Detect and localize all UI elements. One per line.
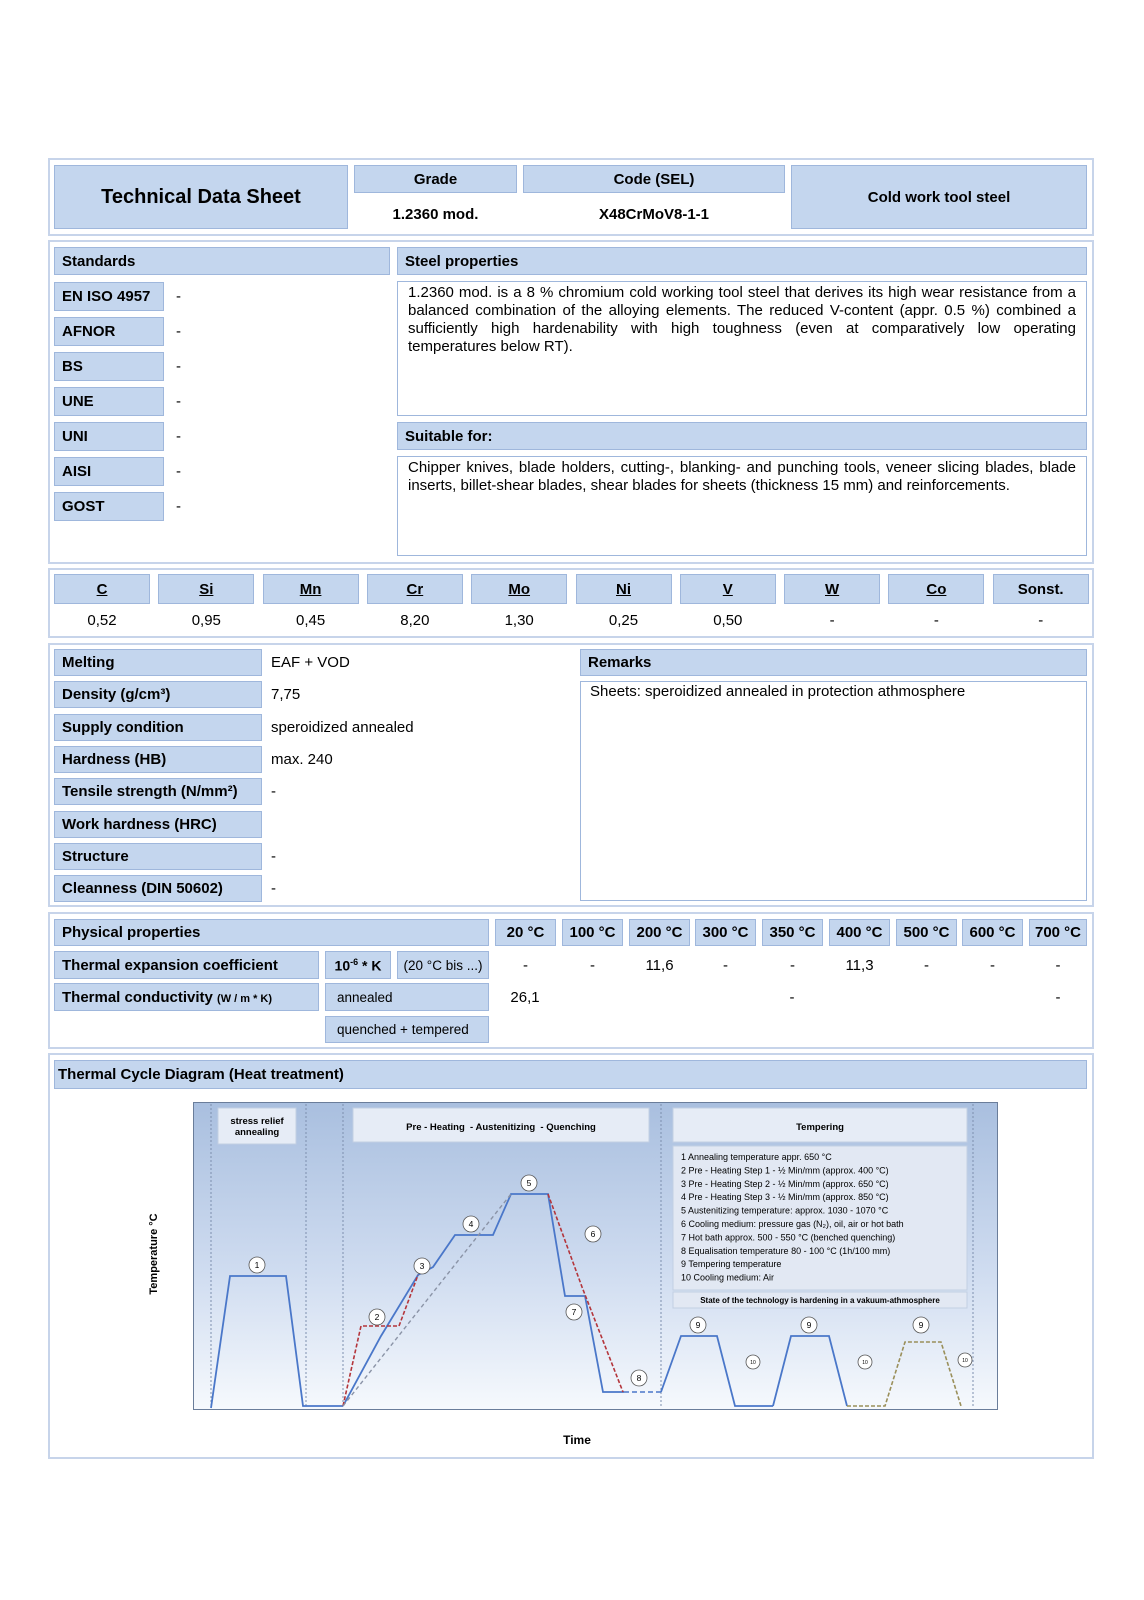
standard-name: AISI bbox=[62, 463, 92, 480]
step-marker-label: 9 bbox=[695, 1320, 701, 1330]
temperature-label: 400 °C bbox=[836, 924, 883, 941]
diagram-title: Thermal Cycle Diagram (Heat treatment) bbox=[58, 1066, 344, 1083]
suitable-header bbox=[397, 422, 1087, 450]
legend-line: 9 Tempering temperature bbox=[681, 1259, 782, 1270]
steel-properties-header bbox=[397, 247, 1087, 275]
expansion-value: 11,6 bbox=[645, 957, 674, 974]
expansion-value: - bbox=[924, 957, 929, 974]
remarks-header bbox=[580, 649, 1087, 676]
temperature-label: 200 °C bbox=[636, 924, 683, 941]
element-symbol: Co bbox=[926, 580, 947, 598]
standard-label-box bbox=[54, 317, 164, 346]
temperature-label: 20 °C bbox=[506, 924, 545, 941]
property-label-box bbox=[54, 746, 262, 773]
step-marker-label: 10 bbox=[750, 1360, 756, 1366]
legend-line: 3 Pre - Heating Step 2 - ½ Min/mm (approx. 650 °C) bbox=[681, 1178, 889, 1189]
stage3-label: Tempering bbox=[796, 1122, 844, 1133]
element-value: - bbox=[829, 612, 835, 629]
standard-value: - bbox=[176, 288, 181, 305]
property-label-box bbox=[54, 778, 262, 805]
standard-label-box bbox=[54, 387, 164, 416]
element-symbol: Mn bbox=[299, 580, 322, 598]
legend-line: 7 Hot bath approx. 500 - 550 °C (benched quenching) bbox=[681, 1232, 896, 1243]
element-symbol: Sonst. bbox=[1017, 580, 1064, 598]
element-header bbox=[680, 574, 776, 604]
property-value: EAF + VOD bbox=[271, 654, 350, 671]
property-value: speroidized annealed bbox=[271, 718, 414, 736]
remarks-box bbox=[580, 681, 1087, 901]
quenched-label: quenched + tempered bbox=[337, 1022, 469, 1037]
expansion-label-box bbox=[54, 951, 319, 979]
element-symbol: C bbox=[96, 580, 108, 598]
property-name: Structure bbox=[62, 847, 129, 865]
step-marker-label: 5 bbox=[526, 1178, 532, 1188]
expansion-ref: (20 °C bis ...) bbox=[403, 957, 483, 973]
category-box bbox=[791, 165, 1087, 229]
standard-label-box bbox=[54, 457, 164, 486]
property-value: - bbox=[271, 880, 276, 898]
step-marker-label: 2 bbox=[374, 1312, 380, 1322]
category-label: Cold work tool steel bbox=[867, 188, 1011, 206]
temperature-header bbox=[695, 919, 756, 946]
standard-label-box bbox=[54, 352, 164, 381]
temperature-header bbox=[896, 919, 957, 946]
legend-line: 8 Equalisation temperature 80 - 100 °C (1h/100 mm) bbox=[681, 1245, 891, 1256]
element-value: 0,45 bbox=[295, 612, 326, 629]
property-label-box bbox=[54, 649, 262, 676]
expansion-value: - bbox=[990, 957, 995, 974]
legend-line: 4 Pre - Heating Step 3 - ½ Min/mm (approx. 850 °C) bbox=[681, 1192, 889, 1203]
temperature-header bbox=[562, 919, 623, 946]
property-label-box bbox=[54, 875, 262, 902]
temperature-header bbox=[629, 919, 690, 946]
standard-label-box bbox=[54, 492, 164, 521]
physical-header bbox=[54, 919, 489, 946]
stage1-line1: stress relief bbox=[230, 1116, 284, 1127]
standard-name: GOST bbox=[62, 498, 105, 515]
standards-title: Standards bbox=[62, 252, 136, 270]
property-label-box bbox=[54, 811, 262, 838]
steel-properties-title: Steel properties bbox=[405, 252, 519, 270]
temperature-label: 350 °C bbox=[769, 924, 816, 941]
expansion-value: - bbox=[790, 957, 795, 974]
property-name: Supply condition bbox=[62, 718, 184, 736]
element-header bbox=[54, 574, 150, 604]
legend-line: 2 Pre - Heating Step 1 - ½ Min/mm (approx. 400 °C) bbox=[681, 1165, 889, 1176]
expansion-value: - bbox=[523, 957, 528, 974]
remarks-text: Sheets: speroidized annealed in protection athmosphere bbox=[590, 683, 966, 700]
property-value: - bbox=[271, 847, 276, 865]
expansion-value: 11,3 bbox=[845, 957, 874, 974]
temperature-label: 600 °C bbox=[969, 924, 1016, 941]
property-value: 7,75 bbox=[271, 686, 301, 704]
document-title-box bbox=[54, 165, 348, 229]
temperature-header bbox=[762, 919, 823, 946]
element-symbol: Ni bbox=[616, 580, 631, 598]
element-header bbox=[471, 574, 567, 604]
property-name: Cleanness (DIN 50602) bbox=[62, 880, 223, 898]
element-value: 0,52 bbox=[87, 612, 117, 629]
element-header bbox=[576, 574, 672, 604]
standard-label-box bbox=[54, 282, 164, 311]
quenched-label-box bbox=[325, 1016, 489, 1043]
element-symbol: W bbox=[825, 580, 840, 598]
steel-properties-text: 1.2360 mod. is a 8 % chromium cold working tool steel that derives its high wear resistance from a balanced combination of the alloying elements. The reduced V-content (appr. 0.5 %) combined a sufficiently high hardenability with high toughness (even at comparatively low operating temperatures below RT). bbox=[408, 284, 1076, 355]
step-marker-label: 1 bbox=[254, 1260, 260, 1270]
standard-name: AFNOR bbox=[62, 323, 116, 340]
element-symbol: Mo bbox=[508, 580, 531, 598]
standard-value: - bbox=[176, 463, 181, 480]
thermal-cycle-diagram bbox=[193, 1102, 998, 1410]
remarks-title: Remarks bbox=[588, 654, 652, 671]
code-label: Code (SEL) bbox=[613, 170, 695, 188]
element-header bbox=[993, 574, 1089, 604]
standard-value: - bbox=[176, 323, 181, 340]
element-value: 0,25 bbox=[608, 612, 639, 629]
element-value: 0,95 bbox=[191, 612, 221, 629]
conductivity-label: Thermal conductivity (W / m * K) bbox=[62, 988, 273, 1006]
expansion-value: - bbox=[723, 957, 728, 974]
property-label-box bbox=[54, 681, 262, 708]
temperature-header bbox=[962, 919, 1023, 946]
temperature-label: 300 °C bbox=[702, 924, 749, 941]
step-marker-label: 7 bbox=[571, 1307, 577, 1317]
stage1-line2: annealing bbox=[234, 1127, 280, 1138]
conductivity-20: 26,1 bbox=[510, 989, 540, 1006]
annealed-label: annealed bbox=[337, 989, 393, 1005]
element-header bbox=[263, 574, 359, 604]
element-value: 0,50 bbox=[713, 612, 743, 629]
expansion-value: - bbox=[1055, 957, 1061, 974]
expansion-label: Thermal expansion coefficient bbox=[62, 956, 278, 974]
annealed-label-box bbox=[325, 983, 489, 1011]
element-header bbox=[158, 574, 254, 604]
diagram-header bbox=[54, 1060, 1087, 1089]
standard-name: UNE bbox=[62, 393, 94, 410]
conductivity-label-box bbox=[54, 983, 319, 1011]
legend-line: 10 Cooling medium: Air bbox=[681, 1272, 775, 1283]
element-symbol: Si bbox=[199, 580, 214, 598]
standards-header bbox=[54, 247, 390, 275]
x-axis-label: Time bbox=[563, 1433, 591, 1447]
property-name: Density (g/cm³) bbox=[62, 686, 171, 704]
suitable-text: Chipper knives, blade holders, cutting-, blanking- and punching tools, veneer slicing blades, blade inserts, billet-shear blades, shear blades for sheets (thickness 15 mm) and reinforcements. bbox=[408, 459, 1076, 494]
suitable-title: Suitable for: bbox=[405, 427, 493, 445]
standard-name: UNI bbox=[62, 428, 88, 445]
expansion-value: - bbox=[590, 957, 595, 974]
legend-line: 1 Annealing temperature appr. 650 °C bbox=[681, 1152, 832, 1162]
standard-label-box bbox=[54, 422, 164, 451]
legend-line: 6 Cooling medium: pressure gas (N₂), oil, air or hot bath bbox=[681, 1219, 904, 1229]
element-symbol: Cr bbox=[406, 580, 424, 598]
code-label-box bbox=[523, 165, 785, 193]
step-marker-label: 9 bbox=[918, 1320, 924, 1330]
standard-value: - bbox=[176, 498, 181, 515]
element-value: - bbox=[933, 612, 939, 629]
element-value: - bbox=[1038, 612, 1044, 629]
element-value: 8,20 bbox=[400, 612, 430, 629]
step-marker-label: 8 bbox=[636, 1373, 642, 1383]
step-marker-label: 6 bbox=[590, 1229, 596, 1239]
step-marker-label: 10 bbox=[962, 1358, 968, 1364]
temperature-header bbox=[1029, 919, 1087, 946]
temperature-label: 500 °C bbox=[903, 924, 950, 941]
physical-title: Physical properties bbox=[62, 924, 201, 941]
document-title: Technical Data Sheet bbox=[101, 185, 301, 208]
standard-value: - bbox=[176, 393, 181, 410]
element-symbol: V bbox=[722, 580, 733, 598]
property-value: - bbox=[271, 783, 276, 801]
property-label-box bbox=[54, 714, 262, 741]
element-header bbox=[888, 574, 984, 604]
property-name: Tensile strength (N/mm²) bbox=[62, 783, 238, 801]
element-header bbox=[367, 574, 463, 604]
property-label-box bbox=[54, 843, 262, 870]
grade-label-box bbox=[354, 165, 517, 193]
step-marker-label: 9 bbox=[806, 1320, 812, 1330]
expansion-unit-box bbox=[325, 951, 391, 979]
conductivity-700: - bbox=[1055, 989, 1061, 1006]
hardening-note: State of the technology is hardening in a vakuum-athmosphere bbox=[700, 1296, 940, 1305]
property-name: Melting bbox=[62, 654, 115, 671]
grade-label: Grade bbox=[413, 170, 458, 188]
temperature-label: 700 °C bbox=[1034, 924, 1082, 941]
stage2-label: Pre - Heating - Austenitizing - Quenching bbox=[406, 1122, 596, 1133]
temperature-header bbox=[495, 919, 556, 946]
property-value: max. 240 bbox=[271, 750, 333, 768]
element-value: 1,30 bbox=[504, 612, 534, 629]
conductivity-350: - bbox=[789, 989, 795, 1006]
step-marker-label: 4 bbox=[468, 1219, 474, 1229]
step-marker-label: 10 bbox=[862, 1360, 868, 1366]
code-value: X48CrMoV8-1-1 bbox=[598, 206, 710, 223]
standard-value: - bbox=[176, 358, 181, 375]
property-name: Work hardness (HRC) bbox=[62, 815, 217, 833]
expansion-ref-box bbox=[397, 951, 489, 979]
property-name: Hardness (HB) bbox=[62, 750, 167, 768]
expansion-unit: $10^{-6}$ * K bbox=[334, 956, 382, 974]
grade-value: 1.2360 mod. bbox=[392, 206, 479, 223]
legend-line: 5 Austenitizing temperature: approx. 1030 - 1070 °C bbox=[681, 1205, 889, 1216]
standard-name: EN ISO 4957 bbox=[62, 288, 151, 305]
standard-name: BS bbox=[62, 358, 83, 375]
step-marker-label: 3 bbox=[419, 1261, 425, 1271]
temperature-header bbox=[829, 919, 890, 946]
standard-value: - bbox=[176, 428, 181, 445]
element-header bbox=[784, 574, 880, 604]
temperature-label: 100 °C bbox=[569, 924, 616, 941]
